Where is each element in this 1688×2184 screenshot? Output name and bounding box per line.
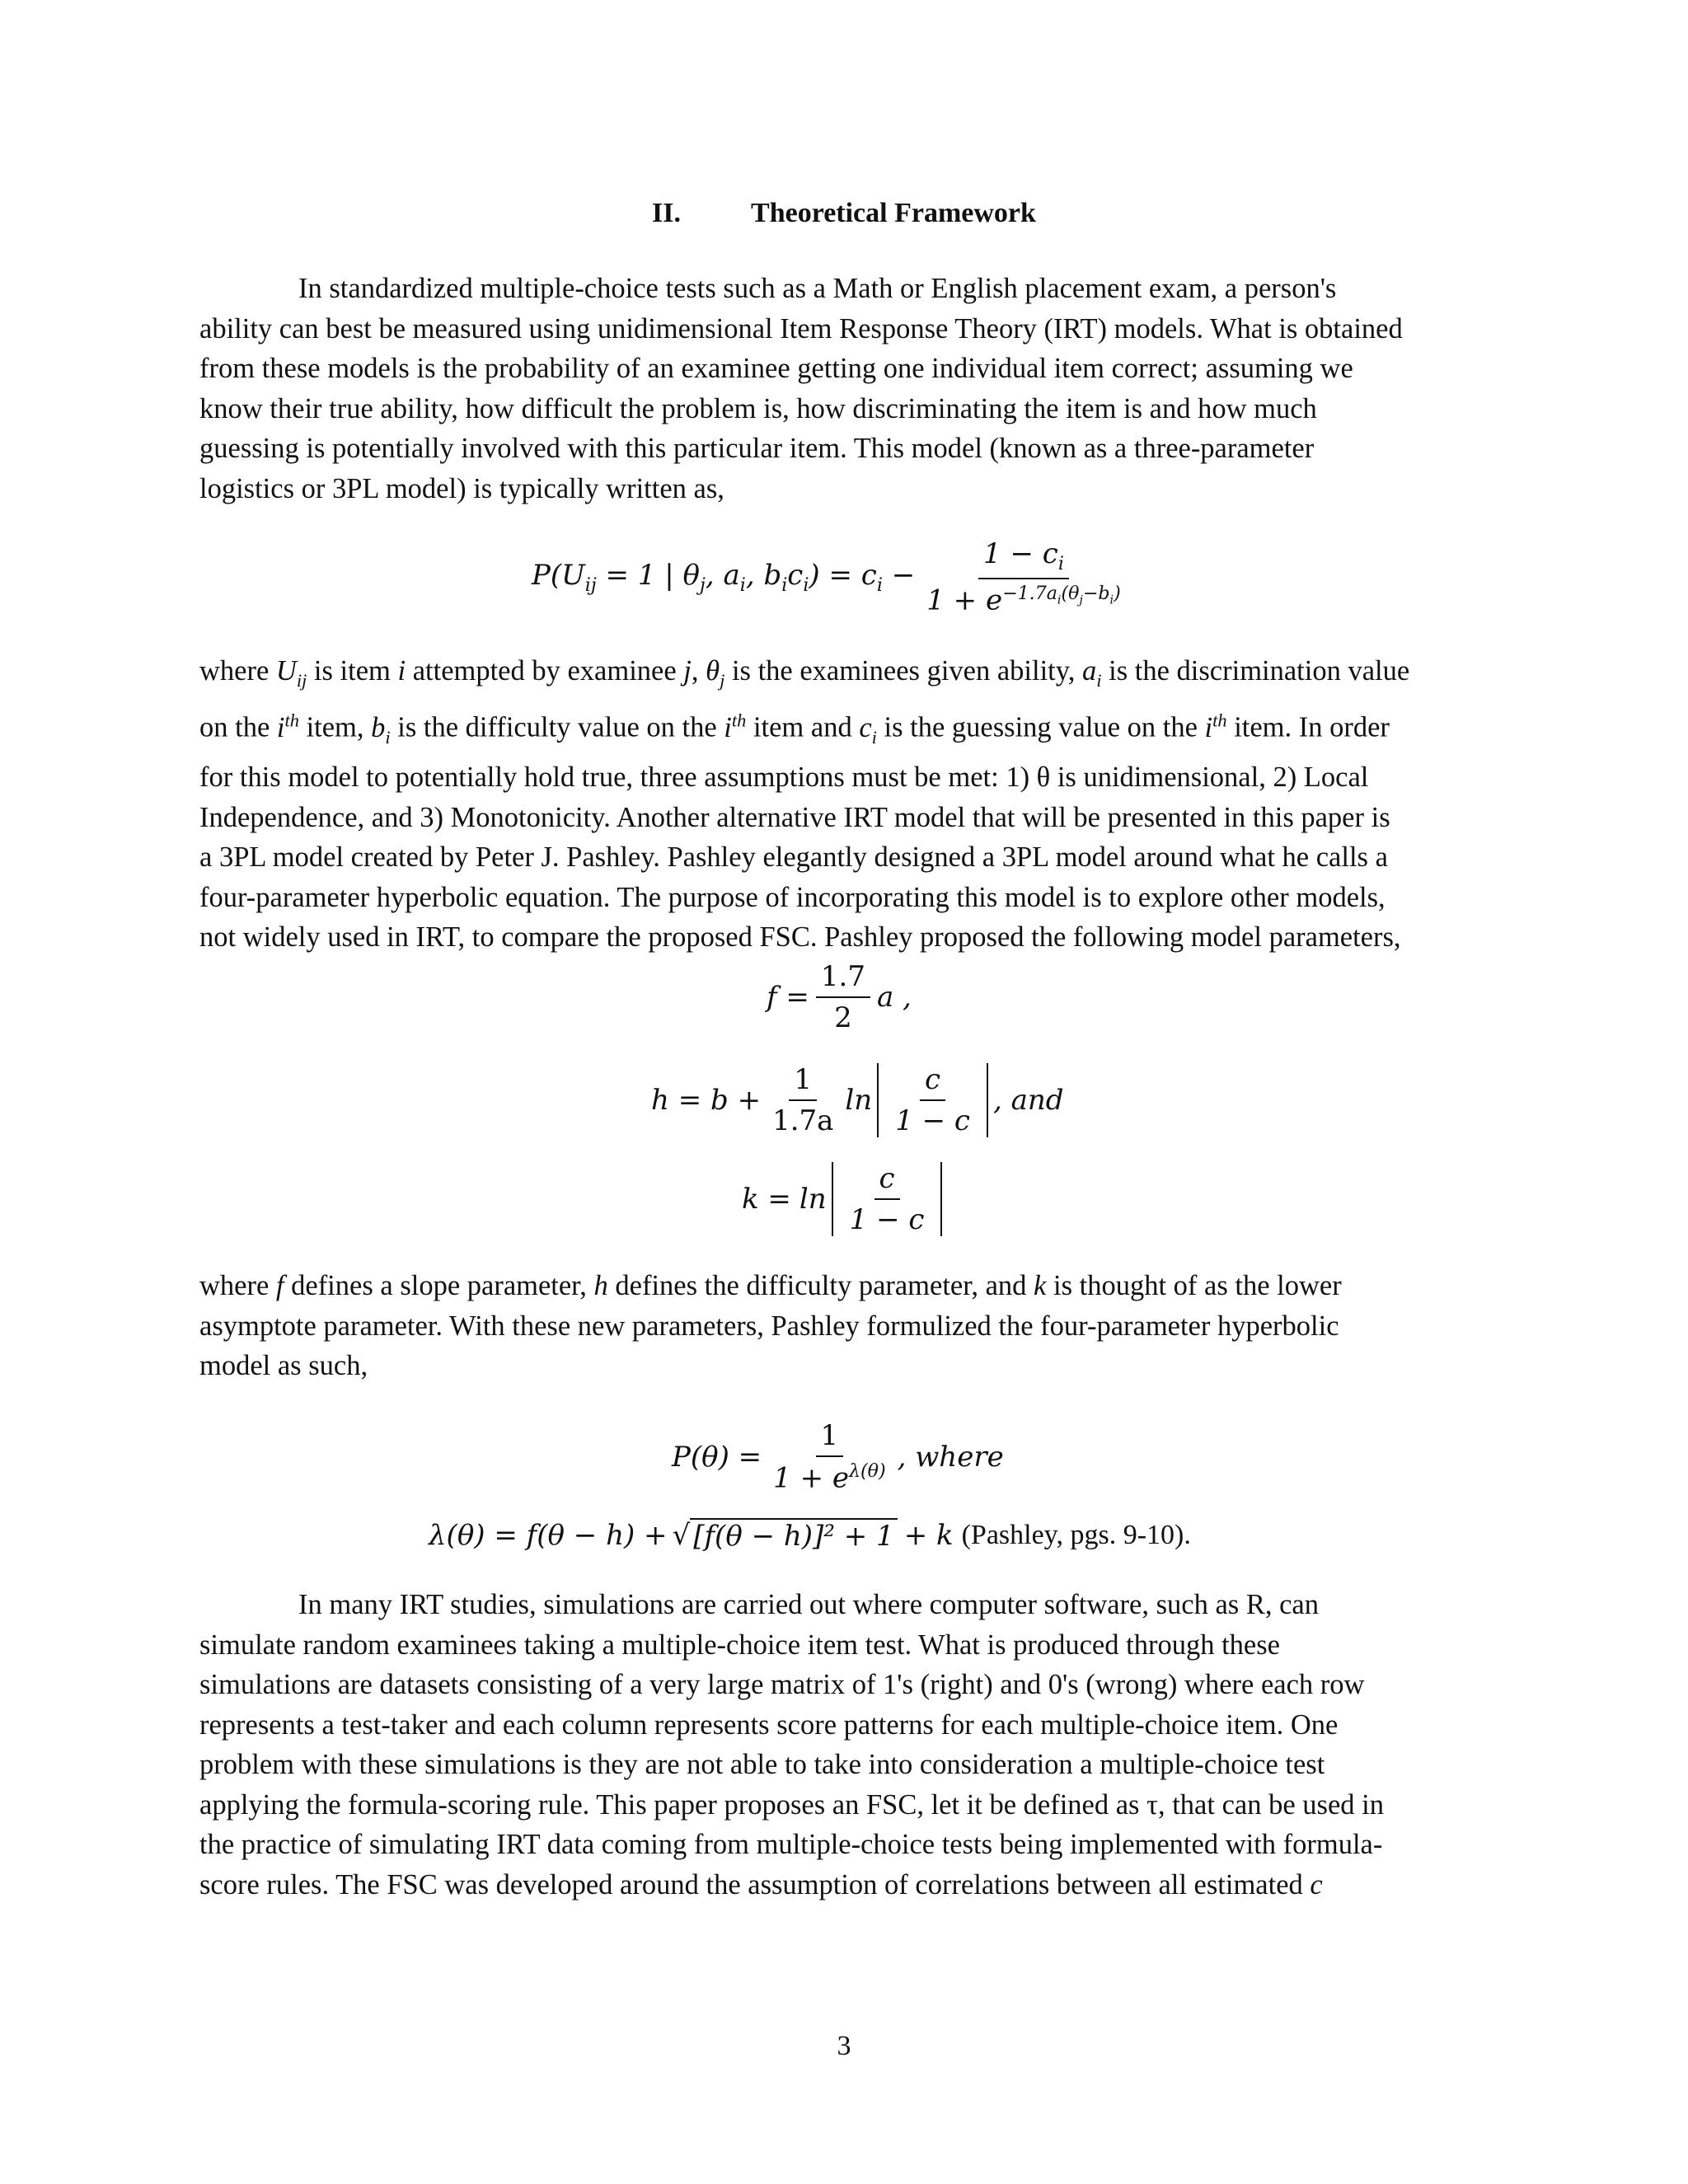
text-line: problem with these simulations is they are not able to take into consideration a multiple-choice test (199, 1749, 1325, 1780)
section-title: Theoretical Framework (751, 198, 1036, 228)
equation-p-theta: P(θ) = $\frac{1}{1 + e^{\lambda(\theta)}}$ , where (672, 1419, 1004, 1495)
text-line: the practice of simulating IRT data coming from multiple-choice tests being implemented with formula- (199, 1829, 1383, 1860)
page-number: 3 (837, 2031, 851, 2061)
text-line: simulate random examinees taking a multiple-choice item test. What is produced through these (199, 1629, 1280, 1661)
text-line: a 3PL model created by Peter J. Pashley. Pashley elegantly designed a 3PL model around what he calls a (199, 841, 1388, 874)
equation-fraction: $\frac{1 - c_i}{1 + e^{-1.7a_i(\theta_j-b_i)}}$ (926, 537, 1121, 617)
definitions-paragraph (199, 651, 1485, 958)
text-line: ability can best be measured using unidimensional Item Response Theory (IRT) models. What is obtained (199, 312, 1403, 344)
equation-f: f = $\frac{1.7}{2}$ a , (767, 960, 912, 1034)
text-line: for this model to potentially hold true, three assumptions must be met: 1) θ is unidimensional, 2) Local (199, 762, 1369, 794)
text-line: where f defines a slope parameter, h defines the difficulty parameter, and k is thought of as the lower (199, 1270, 1342, 1301)
text-line: In standardized multiple-choice tests such as a Math or English placement exam, a person's (298, 273, 1337, 304)
simulation-paragraph (199, 1585, 1485, 1905)
text-line: represents a test-taker and each column represents score patterns for each multiple-choice item. One (199, 1708, 1339, 1741)
text-line: guessing is potentially involved with this particular item. This model (known as a three-parameter (199, 433, 1315, 464)
text-line: logistics or 3PL model) is typically written as, (199, 472, 724, 504)
text-line: model as such, (199, 1350, 368, 1381)
parameters-paragraph (199, 1266, 1485, 1386)
section-number: II. (652, 198, 682, 228)
text-line: not widely used in IRT, to compare the proposed FSC. Pashley proposed the following model parameters, (199, 921, 1401, 954)
text-line: simulations are datasets consisting of a very large matrix of 1's (right) and 0's (wrong) where each row (199, 1669, 1365, 1700)
text-line: asymptote parameter. With these new parameters, Pashley formulized the four-parameter hyperbolic (199, 1310, 1339, 1342)
equation-k: k = ln $\frac{c}{1 - c}$ (742, 1162, 947, 1236)
equation-h: h = b + $\frac{1}{1.7a}$ ln $\frac{c}{1 - c}$ , and (651, 1063, 1064, 1137)
text-line: score rules. The FSC was developed around the assumption of correlations between all estimated c (199, 1868, 1323, 1900)
text-line: from these models is the probability of an examinee getting one individual item correct; assuming we (199, 353, 1353, 384)
section-heading (0, 198, 1688, 229)
intro-paragraph (199, 269, 1485, 509)
equation-3pl: $P(U_{ij} = 1$ | $\theta_j$, $a_i$, $b_ic_i) = c_i$ − $\frac{1 - c_i}{1 + e^{-1.7a_i(\theta_j-b_i)}}$ (532, 537, 1132, 616)
equation-lambda: λ(θ) = f(θ − h) + √ [f(θ − h)]² + 1 + k (Pashley, pgs. 9-10). (429, 1519, 1191, 1553)
text-line: where $U_{ij}$ is item i attempted by examinee j, $\theta_j$ is the examinees given ability, $a_i$ is the discrimination value (199, 655, 1410, 691)
text-line: applying the formula-scoring rule. This paper proposes an FSC, let it be defined as τ, that can be used in (199, 1788, 1384, 1821)
text-line: In many IRT studies, simulations are carried out where computer software, such as R, can (298, 1589, 1319, 1620)
text-line: on the $i^{th}$ item, $b_i$ is the difficulty value on the $i^{th}$ item and $c_i$ is the guessing value on the $i^{th}$ item. In order (199, 710, 1390, 748)
text-line: Independence, and 3) Monotonicity. Another alternative IRT model that will be presented in this paper is (199, 801, 1390, 833)
text-line: know their true ability, how difficult the problem is, how discriminating the item is and how much (199, 392, 1317, 424)
text-line: four-parameter hyperbolic equation. The purpose of incorporating this model is to explore other models, (199, 881, 1386, 913)
